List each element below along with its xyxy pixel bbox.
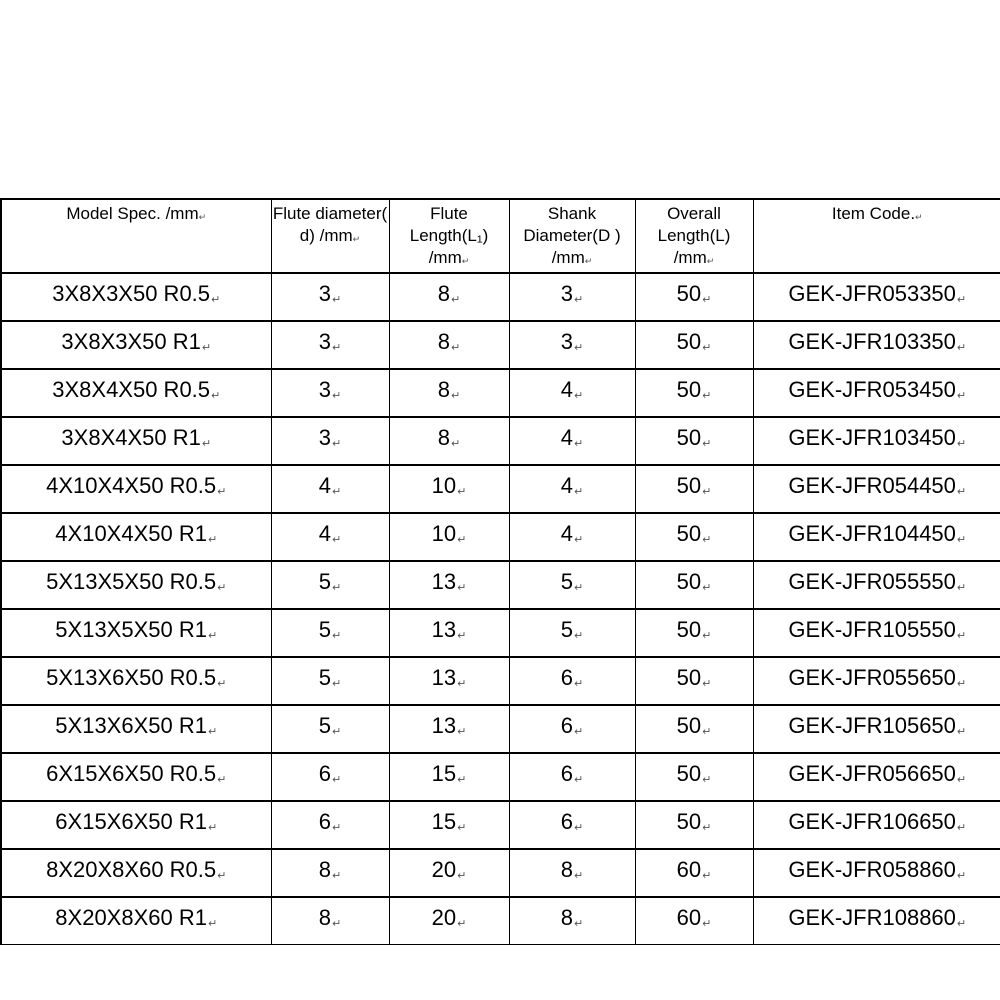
cell-value: 50 bbox=[676, 281, 702, 306]
table-body bbox=[1, 273, 1000, 945]
cell-value: 5 bbox=[560, 569, 574, 594]
cell-value: 8 bbox=[560, 905, 574, 930]
paragraph-mark-icon: ↵ bbox=[207, 822, 218, 834]
cell-flute-length bbox=[389, 609, 509, 657]
cell-overall-length bbox=[635, 609, 753, 657]
paragraph-mark-icon: ↵ bbox=[457, 678, 467, 690]
cell-overall-length bbox=[635, 513, 753, 561]
paragraph-mark-icon: ↵ bbox=[956, 870, 967, 882]
table-row bbox=[1, 897, 1000, 945]
header-item-code: Item Code.↵ bbox=[753, 199, 1000, 273]
cell-overall-length bbox=[635, 465, 753, 513]
cell-value: GEK-JFR103450 bbox=[788, 425, 956, 450]
cell-shank-diameter bbox=[509, 753, 635, 801]
paragraph-mark-icon: ↵ bbox=[217, 678, 227, 690]
cell-value: 10 bbox=[431, 521, 457, 546]
paragraph-mark-icon: ↵ bbox=[457, 774, 467, 786]
paragraph-mark-icon: ↵ bbox=[956, 774, 967, 786]
paragraph-mark-icon: ↵ bbox=[915, 212, 923, 222]
cell-item-code bbox=[753, 369, 1000, 417]
cell-shank-diameter bbox=[509, 897, 635, 945]
cell-model-spec bbox=[1, 321, 271, 369]
paragraph-mark-icon: ↵ bbox=[217, 582, 227, 594]
cell-model-spec bbox=[1, 465, 271, 513]
cell-overall-length bbox=[635, 897, 753, 945]
cell-value: 6 bbox=[560, 665, 574, 690]
cell-value: 13 bbox=[431, 617, 457, 642]
paragraph-mark-icon: ↵ bbox=[332, 726, 342, 738]
cell-value: GEK-JFR106650 bbox=[788, 809, 956, 834]
cell-value: GEK-JFR055650 bbox=[788, 665, 956, 690]
paragraph-mark-icon: ↵ bbox=[207, 918, 218, 930]
cell-overall-length bbox=[635, 849, 753, 897]
cell-shank-diameter bbox=[509, 321, 635, 369]
cell-value: 6 bbox=[318, 809, 332, 834]
cell-value: 6 bbox=[560, 809, 574, 834]
paragraph-mark-icon: ↵ bbox=[207, 726, 218, 738]
paragraph-mark-icon: ↵ bbox=[332, 630, 342, 642]
paragraph-mark-icon: ↵ bbox=[332, 534, 342, 546]
cell-flute-length bbox=[389, 273, 509, 321]
paragraph-mark-icon: ↵ bbox=[956, 342, 967, 354]
cell-model-spec bbox=[1, 801, 271, 849]
paragraph-mark-icon: ↵ bbox=[706, 256, 715, 266]
cell-flute-diameter bbox=[271, 513, 389, 561]
paragraph-mark-icon: ↵ bbox=[702, 726, 712, 738]
paragraph-mark-icon: ↵ bbox=[201, 342, 212, 354]
cell-shank-diameter bbox=[509, 417, 635, 465]
paragraph-mark-icon: ↵ bbox=[332, 486, 342, 498]
paragraph-mark-icon: ↵ bbox=[332, 822, 342, 834]
cell-item-code bbox=[753, 465, 1000, 513]
paragraph-mark-icon: ↵ bbox=[702, 582, 712, 594]
paragraph-mark-icon: ↵ bbox=[574, 726, 584, 738]
cell-flute-length bbox=[389, 657, 509, 705]
cell-value: 6 bbox=[318, 761, 332, 786]
paragraph-mark-icon: ↵ bbox=[457, 726, 467, 738]
paragraph-mark-icon: ↵ bbox=[574, 918, 584, 930]
cell-model-spec bbox=[1, 513, 271, 561]
header-flute-length: Flute Length(L₁) /mm↵ bbox=[389, 199, 509, 273]
paragraph-mark-icon: ↵ bbox=[702, 390, 712, 402]
cell-value: 3 bbox=[560, 329, 574, 354]
paragraph-mark-icon: ↵ bbox=[332, 774, 342, 786]
cell-value: 8 bbox=[437, 377, 451, 402]
cell-item-code bbox=[753, 321, 1000, 369]
cell-shank-diameter bbox=[509, 657, 635, 705]
cell-value: 50 bbox=[676, 809, 702, 834]
paragraph-mark-icon: ↵ bbox=[198, 212, 207, 222]
cell-value: 50 bbox=[676, 425, 702, 450]
cell-value: 5 bbox=[318, 569, 332, 594]
paragraph-mark-icon: ↵ bbox=[461, 256, 470, 266]
cell-value: 50 bbox=[676, 761, 702, 786]
paragraph-mark-icon: ↵ bbox=[201, 438, 212, 450]
cell-value: 50 bbox=[676, 617, 702, 642]
paragraph-mark-icon: ↵ bbox=[956, 438, 967, 450]
cell-value: GEK-JFR053450 bbox=[788, 377, 956, 402]
cell-value: 4 bbox=[560, 473, 574, 498]
paragraph-mark-icon: ↵ bbox=[574, 294, 584, 306]
cell-model-spec bbox=[1, 753, 271, 801]
cell-model-spec bbox=[1, 369, 271, 417]
header-flute-diameter: Flute diameter( d) /mm↵ bbox=[271, 199, 389, 273]
cell-model-spec bbox=[1, 849, 271, 897]
paragraph-mark-icon: ↵ bbox=[451, 294, 461, 306]
cell-value: 5 bbox=[318, 713, 332, 738]
paragraph-mark-icon: ↵ bbox=[584, 256, 593, 266]
cell-flute-length bbox=[389, 369, 509, 417]
cell-flute-diameter bbox=[271, 657, 389, 705]
cell-flute-diameter bbox=[271, 273, 389, 321]
paragraph-mark-icon: ↵ bbox=[457, 582, 467, 594]
cell-value: 8X20X8X60 R0.5 bbox=[46, 857, 217, 882]
cell-flute-length bbox=[389, 801, 509, 849]
cell-value: GEK-JFR104450 bbox=[788, 521, 956, 546]
paragraph-mark-icon: ↵ bbox=[574, 678, 584, 690]
cell-value: 50 bbox=[676, 377, 702, 402]
cell-shank-diameter bbox=[509, 561, 635, 609]
cell-shank-diameter bbox=[509, 705, 635, 753]
cell-value: 4 bbox=[560, 521, 574, 546]
paragraph-mark-icon: ↵ bbox=[702, 630, 712, 642]
cell-overall-length bbox=[635, 369, 753, 417]
paragraph-mark-icon: ↵ bbox=[702, 918, 712, 930]
paragraph-mark-icon: ↵ bbox=[956, 822, 967, 834]
cell-value: 4 bbox=[318, 473, 332, 498]
cell-value: 3X8X3X50 R1 bbox=[61, 329, 201, 354]
paragraph-mark-icon: ↵ bbox=[332, 438, 342, 450]
cell-value: 3 bbox=[318, 281, 332, 306]
cell-value: 50 bbox=[676, 521, 702, 546]
paragraph-mark-icon: ↵ bbox=[217, 774, 227, 786]
cell-value: 60 bbox=[676, 857, 702, 882]
cell-flute-length bbox=[389, 561, 509, 609]
table-row bbox=[1, 849, 1000, 897]
cell-item-code bbox=[753, 513, 1000, 561]
paragraph-mark-icon: ↵ bbox=[574, 870, 584, 882]
paragraph-mark-icon: ↵ bbox=[574, 486, 584, 498]
cell-value: GEK-JFR103350 bbox=[788, 329, 956, 354]
cell-value: 8 bbox=[318, 857, 332, 882]
cell-flute-diameter bbox=[271, 369, 389, 417]
table-row bbox=[1, 321, 1000, 369]
paragraph-mark-icon: ↵ bbox=[451, 438, 461, 450]
cell-item-code bbox=[753, 897, 1000, 945]
cell-item-code bbox=[753, 753, 1000, 801]
cell-value: 4X10X4X50 R1 bbox=[55, 521, 207, 546]
cell-value: 4 bbox=[560, 425, 574, 450]
cell-value: GEK-JFR105550 bbox=[788, 617, 956, 642]
cell-value: 3X8X4X50 R1 bbox=[61, 425, 201, 450]
paragraph-mark-icon: ↵ bbox=[956, 486, 967, 498]
paragraph-mark-icon: ↵ bbox=[702, 870, 712, 882]
cell-value: 6X15X6X50 R0.5 bbox=[46, 761, 217, 786]
cell-value: 3X8X3X50 R0.5 bbox=[52, 281, 211, 306]
cell-model-spec bbox=[1, 417, 271, 465]
cell-item-code bbox=[753, 417, 1000, 465]
paragraph-mark-icon: ↵ bbox=[211, 294, 221, 306]
cell-item-code bbox=[753, 657, 1000, 705]
cell-flute-diameter bbox=[271, 897, 389, 945]
cell-overall-length bbox=[635, 657, 753, 705]
cell-flute-diameter bbox=[271, 705, 389, 753]
cell-value: 15 bbox=[431, 809, 457, 834]
cell-flute-diameter bbox=[271, 561, 389, 609]
cell-flute-length bbox=[389, 465, 509, 513]
cell-value: 8 bbox=[437, 329, 451, 354]
cell-value: 50 bbox=[676, 329, 702, 354]
cell-overall-length bbox=[635, 561, 753, 609]
cell-item-code bbox=[753, 705, 1000, 753]
cell-value: 13 bbox=[431, 569, 457, 594]
paragraph-mark-icon: ↵ bbox=[702, 534, 712, 546]
paragraph-mark-icon: ↵ bbox=[574, 630, 584, 642]
paragraph-mark-icon: ↵ bbox=[702, 678, 712, 690]
cell-value: GEK-JFR058860 bbox=[788, 857, 956, 882]
cell-shank-diameter bbox=[509, 465, 635, 513]
cell-shank-diameter bbox=[509, 273, 635, 321]
cell-value: 10 bbox=[431, 473, 457, 498]
paragraph-mark-icon: ↵ bbox=[332, 294, 342, 306]
cell-flute-length bbox=[389, 897, 509, 945]
paragraph-mark-icon: ↵ bbox=[956, 534, 967, 546]
cell-flute-diameter bbox=[271, 465, 389, 513]
cell-flute-diameter bbox=[271, 609, 389, 657]
spec-table-container bbox=[0, 198, 1000, 945]
table-row bbox=[1, 369, 1000, 417]
cell-item-code bbox=[753, 801, 1000, 849]
cell-value: GEK-JFR105650 bbox=[788, 713, 956, 738]
paragraph-mark-icon: ↵ bbox=[702, 342, 712, 354]
cell-flute-length bbox=[389, 849, 509, 897]
cell-model-spec bbox=[1, 561, 271, 609]
cell-value: 20 bbox=[431, 905, 457, 930]
paragraph-mark-icon: ↵ bbox=[574, 822, 584, 834]
paragraph-mark-icon: ↵ bbox=[702, 774, 712, 786]
cell-model-spec bbox=[1, 609, 271, 657]
paragraph-mark-icon: ↵ bbox=[956, 630, 967, 642]
cell-value: 15 bbox=[431, 761, 457, 786]
cell-flute-diameter bbox=[271, 849, 389, 897]
table-row bbox=[1, 561, 1000, 609]
header-model-spec: Model Spec. /mm↵ bbox=[1, 199, 271, 273]
cell-model-spec bbox=[1, 273, 271, 321]
cell-item-code bbox=[753, 561, 1000, 609]
cell-value: 8 bbox=[437, 281, 451, 306]
cell-value: 8 bbox=[437, 425, 451, 450]
cell-value: 3X8X4X50 R0.5 bbox=[52, 377, 211, 402]
paragraph-mark-icon: ↵ bbox=[457, 918, 467, 930]
cell-value: 8X20X8X60 R1 bbox=[55, 905, 207, 930]
cell-flute-length bbox=[389, 753, 509, 801]
paragraph-mark-icon: ↵ bbox=[574, 582, 584, 594]
cell-flute-length bbox=[389, 321, 509, 369]
table-row bbox=[1, 465, 1000, 513]
cell-item-code bbox=[753, 273, 1000, 321]
cell-value: 3 bbox=[318, 329, 332, 354]
cell-value: 3 bbox=[318, 425, 332, 450]
cell-flute-length bbox=[389, 705, 509, 753]
paragraph-mark-icon: ↵ bbox=[332, 870, 342, 882]
spec-table bbox=[0, 198, 1000, 945]
cell-value: 50 bbox=[676, 713, 702, 738]
paragraph-mark-icon: ↵ bbox=[956, 918, 967, 930]
paragraph-mark-icon: ↵ bbox=[702, 294, 712, 306]
table-row bbox=[1, 609, 1000, 657]
cell-overall-length bbox=[635, 273, 753, 321]
cell-shank-diameter bbox=[509, 609, 635, 657]
paragraph-mark-icon: ↵ bbox=[332, 678, 342, 690]
paragraph-mark-icon: ↵ bbox=[574, 342, 584, 354]
cell-value: 20 bbox=[431, 857, 457, 882]
cell-value: 50 bbox=[676, 665, 702, 690]
header-overall-length: Overall Length(L) /mm↵ bbox=[635, 199, 753, 273]
paragraph-mark-icon: ↵ bbox=[956, 390, 967, 402]
cell-value: 4 bbox=[318, 521, 332, 546]
paragraph-mark-icon: ↵ bbox=[956, 678, 967, 690]
paragraph-mark-icon: ↵ bbox=[352, 234, 361, 244]
cell-overall-length bbox=[635, 801, 753, 849]
paragraph-mark-icon: ↵ bbox=[702, 822, 712, 834]
cell-value: 3 bbox=[318, 377, 332, 402]
cell-value: 5X13X5X50 R1 bbox=[55, 617, 207, 642]
paragraph-mark-icon: ↵ bbox=[457, 870, 467, 882]
cell-value: 5X13X6X50 R1 bbox=[55, 713, 207, 738]
paragraph-mark-icon: ↵ bbox=[574, 438, 584, 450]
paragraph-mark-icon: ↵ bbox=[574, 774, 584, 786]
paragraph-mark-icon: ↵ bbox=[956, 582, 967, 594]
cell-overall-length bbox=[635, 753, 753, 801]
cell-overall-length bbox=[635, 705, 753, 753]
cell-value: 5X13X6X50 R0.5 bbox=[46, 665, 217, 690]
cell-value: 4X10X4X50 R0.5 bbox=[46, 473, 217, 498]
paragraph-mark-icon: ↵ bbox=[207, 534, 218, 546]
cell-value: 60 bbox=[676, 905, 702, 930]
paragraph-mark-icon: ↵ bbox=[457, 486, 467, 498]
cell-model-spec bbox=[1, 897, 271, 945]
paragraph-mark-icon: ↵ bbox=[207, 630, 218, 642]
paragraph-mark-icon: ↵ bbox=[702, 438, 712, 450]
cell-value: GEK-JFR053350 bbox=[788, 281, 956, 306]
table-row bbox=[1, 417, 1000, 465]
table-header-row bbox=[1, 199, 1000, 273]
paragraph-mark-icon: ↵ bbox=[451, 342, 461, 354]
cell-value: 50 bbox=[676, 569, 702, 594]
table-row bbox=[1, 801, 1000, 849]
cell-value: 5X13X5X50 R0.5 bbox=[46, 569, 217, 594]
paragraph-mark-icon: ↵ bbox=[451, 390, 461, 402]
cell-value: 4 bbox=[560, 377, 574, 402]
cell-value: 8 bbox=[318, 905, 332, 930]
paragraph-mark-icon: ↵ bbox=[332, 918, 342, 930]
cell-value: 6 bbox=[560, 761, 574, 786]
cell-value: 6X15X6X50 R1 bbox=[55, 809, 207, 834]
cell-flute-length bbox=[389, 417, 509, 465]
cell-flute-length bbox=[389, 513, 509, 561]
table-row bbox=[1, 273, 1000, 321]
cell-value: 5 bbox=[560, 617, 574, 642]
cell-model-spec bbox=[1, 705, 271, 753]
cell-overall-length bbox=[635, 417, 753, 465]
table-row bbox=[1, 513, 1000, 561]
paragraph-mark-icon: ↵ bbox=[332, 342, 342, 354]
cell-value: GEK-JFR054450 bbox=[788, 473, 956, 498]
cell-shank-diameter bbox=[509, 369, 635, 417]
cell-value: 3 bbox=[560, 281, 574, 306]
paragraph-mark-icon: ↵ bbox=[956, 726, 967, 738]
paragraph-mark-icon: ↵ bbox=[211, 390, 221, 402]
cell-value: 5 bbox=[318, 617, 332, 642]
paragraph-mark-icon: ↵ bbox=[332, 390, 342, 402]
cell-item-code bbox=[753, 849, 1000, 897]
header-shank-diameter: Shank Diameter(D ) /mm↵ bbox=[509, 199, 635, 273]
cell-value: GEK-JFR055550 bbox=[788, 569, 956, 594]
cell-value: 8 bbox=[560, 857, 574, 882]
paragraph-mark-icon: ↵ bbox=[332, 582, 342, 594]
cell-flute-diameter bbox=[271, 417, 389, 465]
paragraph-mark-icon: ↵ bbox=[956, 294, 967, 306]
cell-shank-diameter bbox=[509, 513, 635, 561]
table-row bbox=[1, 753, 1000, 801]
cell-shank-diameter bbox=[509, 801, 635, 849]
paragraph-mark-icon: ↵ bbox=[217, 486, 227, 498]
cell-value: 5 bbox=[318, 665, 332, 690]
cell-value: GEK-JFR056650 bbox=[788, 761, 956, 786]
paragraph-mark-icon: ↵ bbox=[457, 534, 467, 546]
cell-value: 6 bbox=[560, 713, 574, 738]
paragraph-mark-icon: ↵ bbox=[574, 534, 584, 546]
cell-flute-diameter bbox=[271, 321, 389, 369]
cell-value: 13 bbox=[431, 665, 457, 690]
cell-model-spec bbox=[1, 657, 271, 705]
paragraph-mark-icon: ↵ bbox=[217, 870, 227, 882]
paragraph-mark-icon: ↵ bbox=[574, 390, 584, 402]
cell-value: 50 bbox=[676, 473, 702, 498]
cell-shank-diameter bbox=[509, 849, 635, 897]
cell-overall-length bbox=[635, 321, 753, 369]
paragraph-mark-icon: ↵ bbox=[457, 822, 467, 834]
cell-flute-diameter bbox=[271, 753, 389, 801]
cell-flute-diameter bbox=[271, 801, 389, 849]
cell-value: 13 bbox=[431, 713, 457, 738]
table-row bbox=[1, 705, 1000, 753]
cell-item-code bbox=[753, 609, 1000, 657]
paragraph-mark-icon: ↵ bbox=[457, 630, 467, 642]
paragraph-mark-icon: ↵ bbox=[702, 486, 712, 498]
table-row bbox=[1, 657, 1000, 705]
cell-value: GEK-JFR108860 bbox=[788, 905, 956, 930]
